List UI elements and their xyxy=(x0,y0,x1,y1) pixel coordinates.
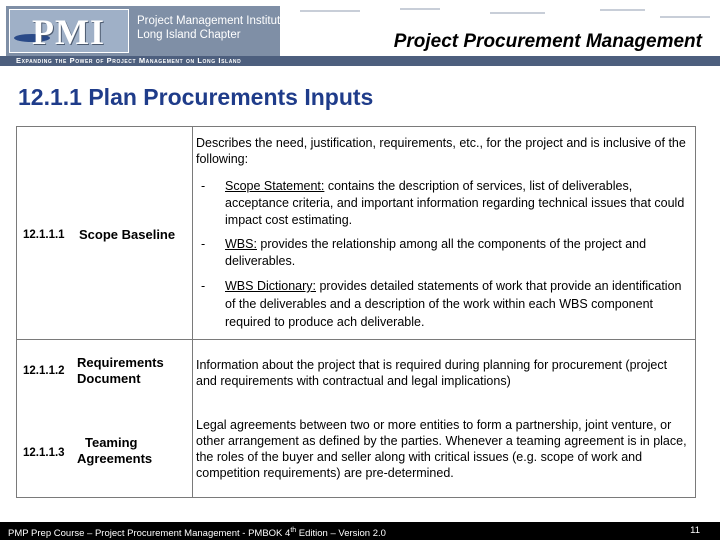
table-row xyxy=(17,127,695,340)
bullet-body: provides detailed statements of work that provide an identification of the deliverables and a description of the work within each WBS component required to produce ach deliverable. xyxy=(225,279,682,329)
bullet-term: WBS Dictionary: xyxy=(225,279,316,293)
row-description-cell xyxy=(193,127,695,339)
org-line-1: Project Management Institute xyxy=(137,15,287,27)
item-name xyxy=(77,435,152,467)
bullet-text xyxy=(225,236,691,270)
pmi-logo xyxy=(9,9,129,53)
table-row xyxy=(17,397,695,497)
slide-header xyxy=(0,0,720,66)
bullet-dash: - xyxy=(201,237,206,251)
bullet-body: provides the relationship among all the components of the project and deliverables. xyxy=(225,237,647,268)
footer-text-main: PMP Prep Course – Project Procurement Management - PMBOK 4 xyxy=(8,528,291,540)
row-label-cell xyxy=(17,339,193,397)
scope-baseline-intro: Describes the need, justification, requirements, etc., for the project and is inclusive of the following: xyxy=(196,136,686,166)
row-description-cell xyxy=(193,397,695,497)
item-name xyxy=(77,355,164,387)
org-line-2: Long Island Chapter xyxy=(137,29,241,41)
list-item xyxy=(201,277,691,333)
item-name: Scope Baseline xyxy=(79,227,176,242)
page-number: 11 xyxy=(690,525,700,536)
footer-superscript: th xyxy=(290,527,297,534)
bullet-term: WBS: xyxy=(225,237,257,251)
bullet-term: Scope Statement: xyxy=(225,179,325,193)
table-row xyxy=(17,339,695,397)
header-decoration xyxy=(280,6,720,26)
bullet-body: contains the description of services, list of deliverables, acceptance criteria, and important information regarding technical issues that could impact cost estimating. xyxy=(225,179,685,227)
header-title: Project Procurement Management xyxy=(393,31,702,52)
row-label-cell xyxy=(17,127,193,339)
item-name-line-1: Requirements xyxy=(77,355,164,370)
bullet-text xyxy=(225,178,691,229)
item-number: 12.1.1.1 xyxy=(23,229,65,241)
bullet-dash: - xyxy=(201,279,206,293)
teaming-agreements-description: Legal agreements between two or more entities to form a partnership, joint venture, or other arrangement as defined by the parties. Whenever a teaming agreement is in place, the roles of the buyer and seller along with critical issues (e.g. scope of work and competition requirements) are pre-determined. xyxy=(196,418,687,480)
footer-text-end: Edition – Version 2.0 xyxy=(296,528,386,540)
list-item xyxy=(201,236,691,272)
tagline: Expanding the Power of Project Management on Long Island xyxy=(16,56,242,65)
chapter-name xyxy=(137,14,287,42)
list-item xyxy=(201,178,691,230)
requirements-document-description: Information about the project that is required during planning for procurement (project and requirements with contractual and legal implications) xyxy=(196,358,668,388)
item-name-line-2: Document xyxy=(77,371,141,386)
row-description-cell xyxy=(193,339,695,397)
pmi-logo-letters: PMI xyxy=(32,12,105,52)
slide-title: 12.1.1 Plan Procurements Inputs xyxy=(18,84,374,110)
item-name-line-2: Agreements xyxy=(77,451,153,466)
slide-footer xyxy=(0,522,720,540)
item-name-line-1: Teaming xyxy=(85,435,138,450)
row-label-cell xyxy=(17,397,193,497)
inputs-table xyxy=(16,126,696,498)
bullet-dash: - xyxy=(201,179,206,193)
bullet-text xyxy=(225,277,691,331)
item-number: 12.1.1.3 xyxy=(23,447,65,459)
item-number: 12.1.1.2 xyxy=(23,365,65,377)
